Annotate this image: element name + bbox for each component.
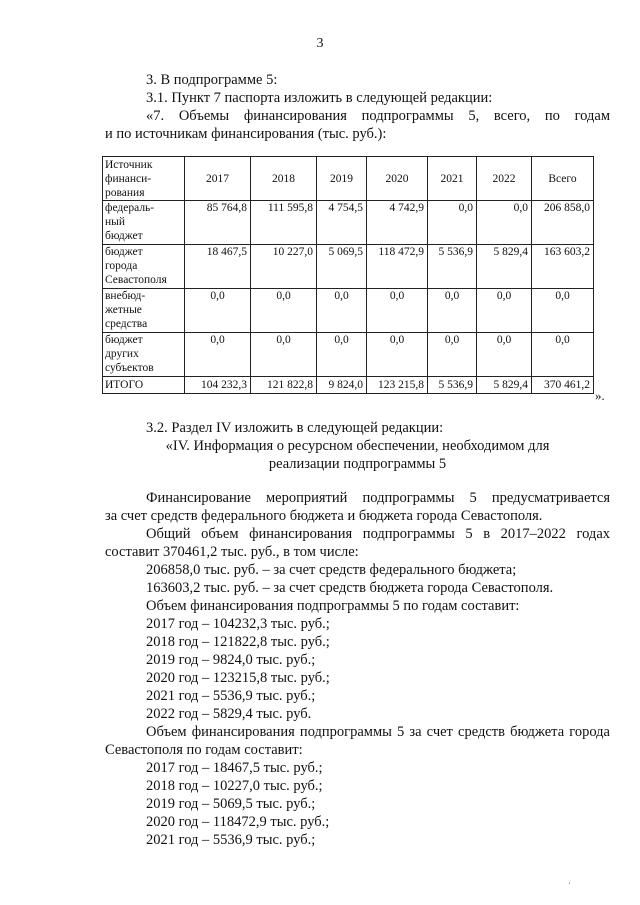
city-year-line: 2021 год – 5536,9 тыс. руб.;: [146, 832, 316, 848]
city-year-line: 2018 год – 10227,0 тыс. руб.;: [146, 778, 323, 794]
value-cell: 0,0: [428, 201, 477, 245]
value-cell: 0,0: [251, 289, 317, 333]
value-cell: 0,0: [185, 289, 251, 333]
paragraph-3: 3. В подпрограмме 5:: [146, 72, 278, 88]
value-cell: 111 595,8: [251, 201, 317, 245]
header-year-2017: 2017: [185, 157, 251, 201]
value-cell: 0,0: [477, 201, 532, 245]
value-cell: 0,0: [185, 333, 251, 377]
by-year-intro: Объем финансирования подпрограммы 5 по годам составит:: [146, 598, 520, 614]
table-total-row: [103, 377, 594, 394]
value-cell: 0,0: [317, 289, 367, 333]
value-cell: 5 069,5: [317, 245, 367, 289]
table-row: [103, 333, 594, 377]
total-value-cell: 123 215,8: [367, 377, 428, 394]
row-source-cell: [103, 289, 185, 333]
row-source-line: ный: [105, 216, 126, 228]
row-source-line: других: [105, 348, 139, 360]
row-source-line: федераль-: [105, 202, 155, 214]
header-total: Всего: [532, 157, 594, 201]
row-source-cell: [103, 333, 185, 377]
value-cell: 5 829,4: [477, 245, 532, 289]
table-row: [103, 201, 594, 245]
value-cell: 206 858,0: [532, 201, 594, 245]
header-source-line: рования: [105, 186, 145, 199]
row-source-line: Севастополя: [105, 274, 167, 286]
value-cell: 4 754,5: [317, 201, 367, 245]
federal-line: 206858,0 тыс. руб. – за счет средств федерального бюджета;: [146, 562, 517, 578]
value-cell: 0,0: [428, 289, 477, 333]
value-cell: 0,0: [477, 289, 532, 333]
paragraph-3-2: 3.2. Раздел IV изложить в следующей редакции:: [146, 420, 444, 436]
total-value-cell: 9 824,0: [317, 377, 367, 394]
city-intro-line-2: Севастополя по годам составит:: [105, 742, 303, 758]
year-line: 2019 год – 9824,0 тыс. руб.;: [146, 652, 316, 668]
table-closing-quote: ».: [595, 388, 605, 403]
year-line: 2018 год – 121822,8 тыс. руб.;: [146, 634, 330, 650]
city-intro-line-1: Объем финансирования подпрограммы 5 за счет средств бюджета города: [146, 724, 610, 740]
city-year-line: 2019 год – 5069,5 тыс. руб.;: [146, 796, 316, 812]
header-source-cell: [103, 157, 185, 201]
table-header-row: [103, 157, 594, 201]
header-year-2020: 2020: [367, 157, 428, 201]
table-row: [103, 289, 594, 333]
year-line: 2022 год – 5829,4 тыс. руб.: [146, 706, 312, 722]
row-source-line: средства: [105, 318, 148, 330]
row-source-line: субъектов: [105, 362, 154, 374]
value-cell: 4 742,9: [367, 201, 428, 245]
header-year-2022: 2022: [477, 157, 532, 201]
page-number: 3: [316, 36, 324, 51]
value-cell: 10 227,0: [251, 245, 317, 289]
row-source-cell: [103, 201, 185, 245]
value-cell: 0,0: [428, 333, 477, 377]
total-value-cell: 5 536,9: [428, 377, 477, 394]
paragraph-3-1: 3.1. Пункт 7 паспорта изложить в следующей редакции:: [146, 90, 493, 106]
total-line-2: составит 370461,2 тыс. руб., в том числе:: [105, 544, 359, 560]
value-cell: 118 472,9: [367, 245, 428, 289]
city-year-line: 2020 год – 118472,9 тыс. руб.;: [146, 814, 330, 830]
financing-line-1: Финансирование мероприятий подпрограммы 5 предусматривается: [146, 490, 610, 506]
row-source-line: бюджет: [105, 334, 143, 346]
value-cell: 5 536,9: [428, 245, 477, 289]
year-line: 2021 год – 5536,9 тыс. руб.;: [146, 688, 316, 704]
year-line: 2017 год – 104232,3 тыс. руб.;: [146, 616, 330, 632]
year-line: 2020 год – 123215,8 тыс. руб.;: [146, 670, 330, 686]
total-value-cell: 104 232,3: [185, 377, 251, 394]
value-cell: 0,0: [477, 333, 532, 377]
city-line: 163603,2 тыс. руб. – за счет средств бюджета города Севастополя.: [146, 580, 554, 596]
header-source-line: финанси-: [105, 172, 152, 185]
row-source-line: города: [105, 260, 138, 272]
value-cell: 0,0: [251, 333, 317, 377]
city-year-line: 2017 год – 18467,5 тыс. руб.;: [146, 760, 323, 776]
row-source-line: внебюд-: [105, 290, 146, 302]
section-title-line-2: реализации подпрограммы 5: [268, 456, 447, 472]
value-cell: 163 603,2: [532, 245, 594, 289]
total-value-cell: 5 829,4: [477, 377, 532, 394]
paragraph-7-line-1: «7. Объемы финансирования подпрограммы 5, всего, по годам: [146, 108, 610, 124]
value-cell: 18 467,5: [185, 245, 251, 289]
total-label-cell: ИТОГО: [103, 377, 185, 394]
header-year-2021: 2021: [428, 157, 477, 201]
table-row: [103, 245, 594, 289]
paragraph-7-line-2: и по источникам финансирования (тыс. руб.):: [105, 126, 387, 142]
funding-table: [102, 156, 594, 394]
footer-mark: ·: [568, 879, 571, 888]
section-title-line-1: «IV. Информация о ресурсном обеспечении, необходимом для: [165, 438, 550, 454]
value-cell: 0,0: [317, 333, 367, 377]
header-year-2018: 2018: [251, 157, 317, 201]
total-line-1: Общий объем финансирования подпрограммы 5 в 2017–2022 годах: [146, 526, 610, 542]
row-source-line: жетные: [105, 304, 142, 316]
header-year-2019: 2019: [317, 157, 367, 201]
value-cell: 0,0: [532, 333, 594, 377]
value-cell: 0,0: [367, 289, 428, 333]
value-cell: 0,0: [367, 333, 428, 377]
row-source-cell: [103, 245, 185, 289]
header-source-line: Источник: [105, 158, 153, 171]
value-cell: 0,0: [532, 289, 594, 333]
row-source-line: бюджет: [105, 246, 143, 258]
total-value-cell: 121 822,8: [251, 377, 317, 394]
value-cell: 85 764,8: [185, 201, 251, 245]
financing-line-2: за счет средств федерального бюджета и бюджета города Севастополя.: [105, 508, 543, 524]
total-value-cell: 370 461,2: [532, 377, 594, 394]
row-source-line: бюджет: [105, 230, 143, 242]
